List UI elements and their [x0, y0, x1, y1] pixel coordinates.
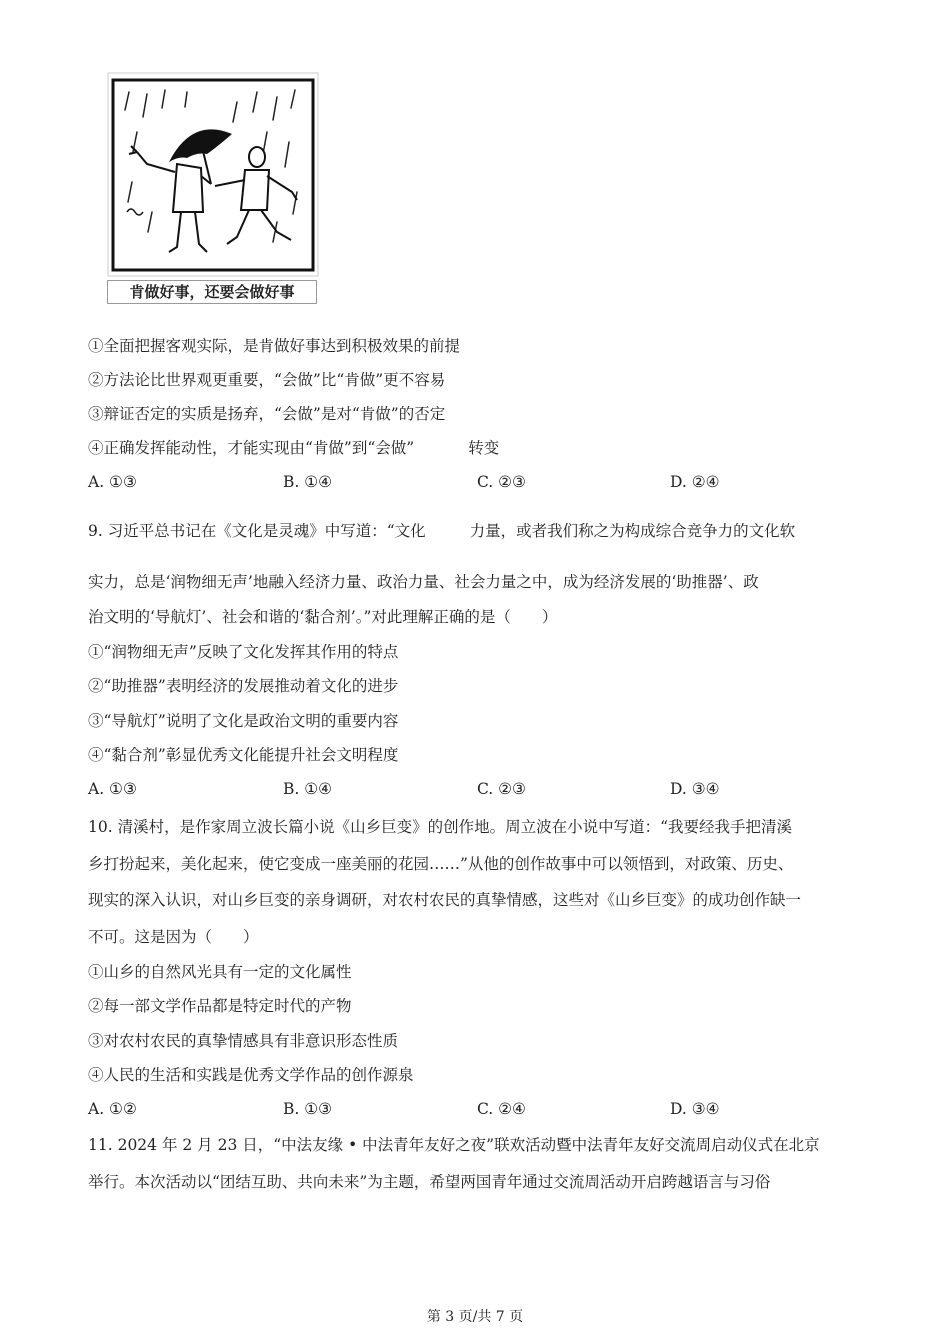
page-footer: 第 3 页/共 7 页	[426, 1309, 524, 1325]
q8-statement-4-part-b: 转变	[468, 439, 500, 457]
q8-statement-2: ②方法论比世界观更重要，“会做”比“肯做”更不容易	[88, 371, 446, 389]
cartoon-illustration	[107, 72, 319, 277]
q11-stem-line-2: 举行。本次活动以“团结互助、共向未来”为主题，希望两国青年通过交流周活动开启跨越语言与习俗	[88, 1173, 771, 1191]
q10-option-b[interactable]: B. ①③	[283, 1100, 333, 1118]
q9-stem-line-2: 实力，总是‘润物细无声’地融入经济力量、政治力量、社会力量之中，成为经济发展的‘助推器’、政	[88, 573, 759, 591]
q10-stem-line-3: 现实的深入认识，对山乡巨变的亲身调研，对农村农民的真挚情感，这些对《山乡巨变》的成功创作缺一	[88, 891, 802, 909]
q8-statement-3: ③辩证否定的实质是扬弃，“会做”是对“肯做”的否定	[88, 405, 446, 423]
q10-statement-1: ①山乡的自然风光具有一定的文化属性	[88, 963, 352, 981]
q9-stem-line-1	[88, 521, 795, 541]
q8-statement-4-part-a: ④正确发挥能动性，才能实现由“肯做”到“会做”	[88, 439, 415, 457]
q9-stem-line-3: 治文明的‘导航灯’、社会和谐的‘黏合剂’。”对此理解正确的是（ ）	[88, 608, 558, 626]
figure-caption: 肯做好事，还要会做好事	[107, 280, 317, 304]
q9-option-b[interactable]: B. ①④	[283, 780, 333, 798]
q10-option-c[interactable]: C. ②④	[477, 1100, 526, 1118]
q10-option-a[interactable]: A. ①②	[88, 1100, 137, 1118]
q10-stem-line-4: 不可。这是因为（ ）	[88, 928, 259, 946]
q8-statement-1: ①全面把握客观实际，是肯做好事达到积极效果的前提	[88, 337, 461, 355]
q9-options	[88, 779, 868, 799]
q10-option-d[interactable]: D. ③④	[670, 1100, 720, 1118]
q10-stem-line-2: 乡打扮起来，美化起来，使它变成一座美丽的花园……”从他的创作故事中可以领悟到，对政策、历史、	[88, 855, 794, 873]
q9-statement-2: ②“助推器”表明经济的发展推动着文化的进步	[88, 677, 399, 695]
q11-stem-line-1: 11. 2024 年 2 月 23 日，“中法友缘 • 中法青年友好之夜”联欢活动暨中法青年友好交流周启动仪式在北京	[88, 1136, 820, 1154]
q9-statement-3: ③“导航灯”说明了文化是政治文明的重要内容	[88, 712, 399, 730]
q9-option-a[interactable]: A. ①③	[88, 780, 137, 798]
q8-option-a[interactable]: A. ①③	[88, 473, 137, 491]
q10-statement-4: ④人民的生活和实践是优秀文学作品的创作源泉	[88, 1066, 414, 1084]
q10-stem-line-1: 10. 清溪村，是作家周立波长篇小说《山乡巨变》的创作地。周立波在小说中写道：“我要经我手把清溪	[88, 818, 793, 836]
q8-statement-4	[88, 438, 499, 458]
q9-option-c[interactable]: C. ②③	[477, 780, 526, 798]
q9-stem-line-1-part-b: 力量，或者我们称之为构成综合竞争力的文化软	[469, 522, 796, 540]
q9-stem-line-1-part-a: 9. 习近平总书记在《文化是灵魂》中写道：“文化	[88, 522, 426, 540]
q10-options	[88, 1099, 868, 1119]
q8-options	[88, 472, 868, 492]
q9-option-d[interactable]: D. ③④	[670, 780, 720, 798]
q10-statement-2: ②每一部文学作品都是特定时代的产物	[88, 997, 352, 1015]
q10-statement-3: ③对农村农民的真挚情感具有非意识形态性质	[88, 1032, 399, 1050]
q9-statement-4: ④“黏合剂”彰显优秀文化能提升社会文明程度	[88, 746, 399, 764]
cartoon-figure	[107, 72, 319, 277]
q8-option-c[interactable]: C. ②③	[477, 473, 526, 491]
q8-option-d[interactable]: D. ②④	[670, 473, 720, 491]
q8-option-b[interactable]: B. ①④	[283, 473, 333, 491]
q9-statement-1: ①“润物细无声”反映了文化发挥其作用的特点	[88, 643, 399, 661]
